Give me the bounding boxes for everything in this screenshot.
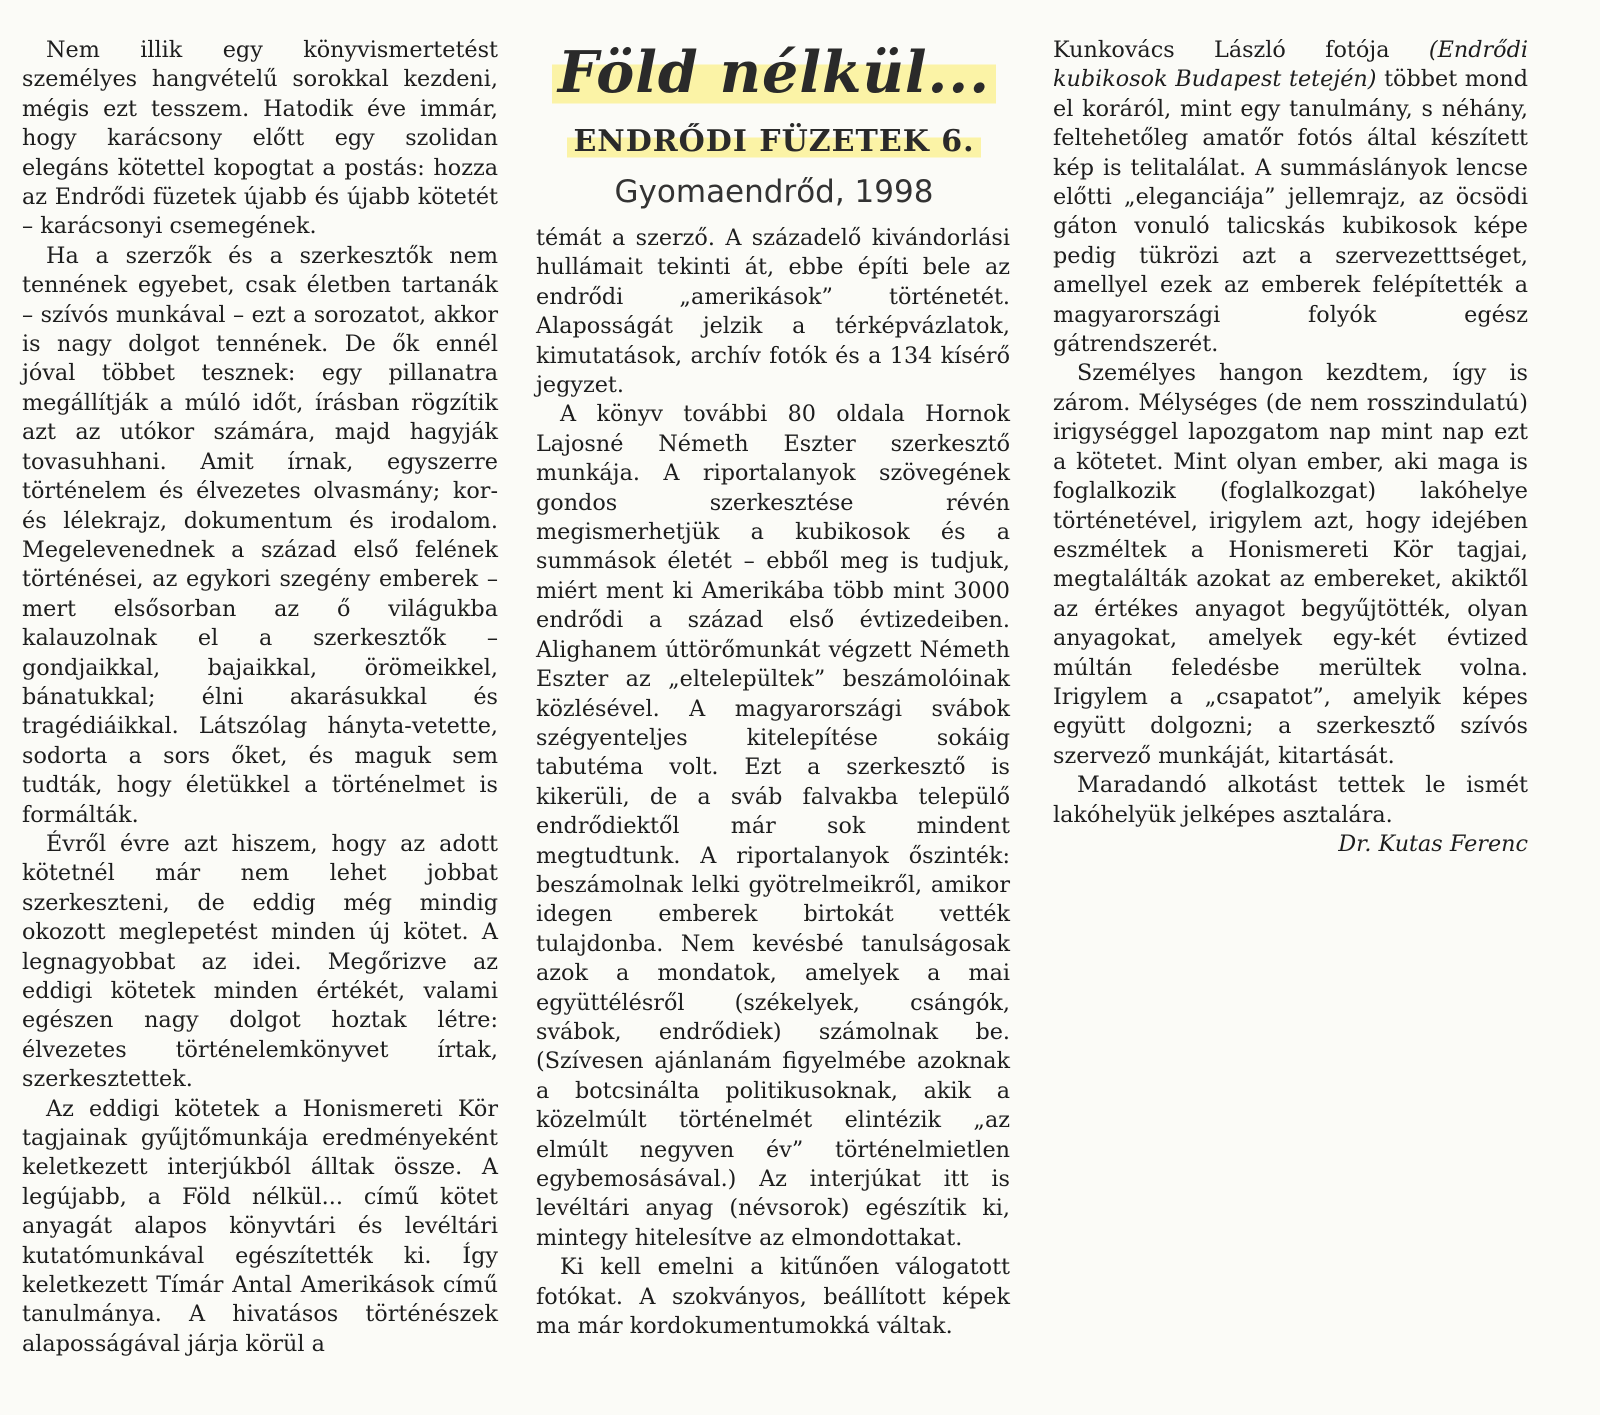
article-title [522,34,1026,112]
paragraph: Évről évre azt hiszem, hogy az adott kötetnél már nem lehet jobbat szerkeszteni, de eddig még mindig okozott meglepetést minden új kötet. A legnagyobbat az idei. Megőrizve az eddigi kötetek minden értékét, valami egészen nagy dolgot hoztak létre: élvezetes történelemkönyvet írtak, szerkesztettek. [22,830,498,1093]
place-year: Gyomaendrőd, 1998 [614,174,934,210]
series-title [522,120,1026,164]
text-run: többet mond el koráról, mint egy tanulmány, s néhány, feltehetőleg amatőr fotós által készített kép is telitalálat. A summáslányok lencse előtti „eleganciája” jellemrajz, az öcsödi gáton vonuló talicskás kubikosok képe pedig tükrözi azt a szervezetttséget, amellyel ezek az emberek felépítették a magyarországi folyók egész gátrendszerét. [1053,66,1528,358]
paragraph: témát a szerző. A századelő kivándorlási hullámait tekinti át, ebbe építi bele az endrődi „amerikások” történetét. Alaposságát jelzik a térképvázlatok, kimutatások, archív fotók és a 134 kísérő jegyzet. [536,225,1010,399]
paragraph: Ki kell emelni a kitűnően válogatott fotókat. A szokványos, beállított képek ma már kordokumentumokká váltak. [536,1254,1010,1340]
series-highlight: ENDRŐDI FÜZETEK 6. [567,124,980,159]
headline-block [522,34,1026,214]
article-column-right [1053,36,1528,859]
paragraph: Nem illik egy könyvismertetést személyes hangvételű sorokkal kezdeni, mégis ezt tesszem. Hatodik éve immár, hogy karácsony előtt egy szolidan elegáns kötettel kopogtat a postás: hozza az Endrődi füzetek újabb és újabb kötetét – karácsonyi csemegének. [22,37,498,240]
paragraph: Személyes hangon kezdtem, így is zárom. Mélységes (de nem rosszindulatú) irigységgel lapozgatom nap mint nap ezt a kötetet. Mint olyan ember, aki maga is foglalkozik (foglalkozgat) lakóhelye történetével, irigylem azt, hogy idejében eszméltek a Honismereti Kör tagjai, megtalálták azokat az embereket, akiktől az értékes anyagot begyűjtötték, olyan anyagokat, amelyek egy-két évtized múltán feledésbe merültek volna. Irigylem a „csapatot”, amelyik képes együtt dolgozni; a szerkesztő szívós szervező munkáját, kitartását. [1053,360,1528,769]
paragraph [1053,36,1528,359]
paragraph: Ha a szerzők és a szerkesztők nem tennének egyebet, csak életben tartanák – szívós munkával – ezt a sorozatot, akkor is nagy dolgot tennének. De ők ennél jóval többet tesznek: egy pillanatra megállítják a múló időt, írásban rögzítik azt az utókor számára, majd hagyják tovasuhhani. Amit írnak, egyszerre történelem és élvezetes olvasmány; kor- és lélekrajz, dokumentum és irodalom. Megelevenednek a század első felének történései, az egykori szegény emberek – mert elsősorban az ő világukba kalauzolnak el a szerkesztők – gondjaikkal, bajaikkal, örömeikkel, bánatukkal; élni akarásukkal és tragédiáikkal. Látszólag hányta-vetette, sodorta a sors őket, és maguk sem tudták, hogy életükkel a történelmet is formálták. [22,242,498,828]
paragraph: A könyv további 80 oldala Hornok Lajosné Németh Eszter szerkesztő munkája. A riportalanyok szövegének gondos szerkesztése révén megismerhetjük a kubikosok és a summások életét – ebből meg is tudjuk, miért ment ki Amerikába több mint 3000 endrődi a század első évtizedeiben. Alighanem úttörőmunkát végzett Németh Eszter az „eltelepültek” beszámolóinak közlésével. A magyarországi svábok szégyenteljes kitelepítése sokáig tabutéma volt. Ezt a szerkesztő is kikerüli, de a sváb falvakba települő endrődiektől már sok mindent megtudtunk. A riportalanyok őszinték: beszámolnak lelki gyötrelmeikről, amikor idegen emberek birtokát vették tulajdonba. Nem kevésbé tanulságosak azok a mondatok, amelyek a mai együttélésről (székelyek, csángók, svábok, endrődiek) számolnak be. (Szívesen ajánlanám figyelmébe azoknak a botcsinálta politikusoknak, akik a közelmúlt történelmét elintézik „az elmúlt negyven év” történelmietlen egybemosásával.) Az interjúkat itt is levéltári anyag (névsorok) egészítik ki, mintegy hitelesítve az elmondottakat. [536,401,1010,1251]
paragraph: Az eddigi kötetek a Honismereti Kör tagjainak gyűjtőmunkája eredményeként keletkezett interjúkból álltak össze. A legújabb, a Föld nélkül... című kötet anyagát alapos könyvtári és levéltári kutatómunkával egészítették ki. Így keletkezett Tímár Antal Amerikások című tanulmánya. A hivatásos történészek alaposságával járja körül a [22,1095,498,1357]
article-column-middle [536,36,1010,1341]
author-signature: Dr. Kutas Ferenc [1338,830,1528,857]
text-run: Kunkovács László fotója [1053,37,1429,63]
article-column-left [22,36,498,1359]
photo-caption-italic: (Endrődi kubikosok Budapest tetején) [1053,37,1528,93]
title-highlight: Föld nélkül... [552,39,996,106]
paragraph: Maradandó alkotást tettek le ismét lakóhelyük jelképes asztalára. [1053,772,1528,828]
